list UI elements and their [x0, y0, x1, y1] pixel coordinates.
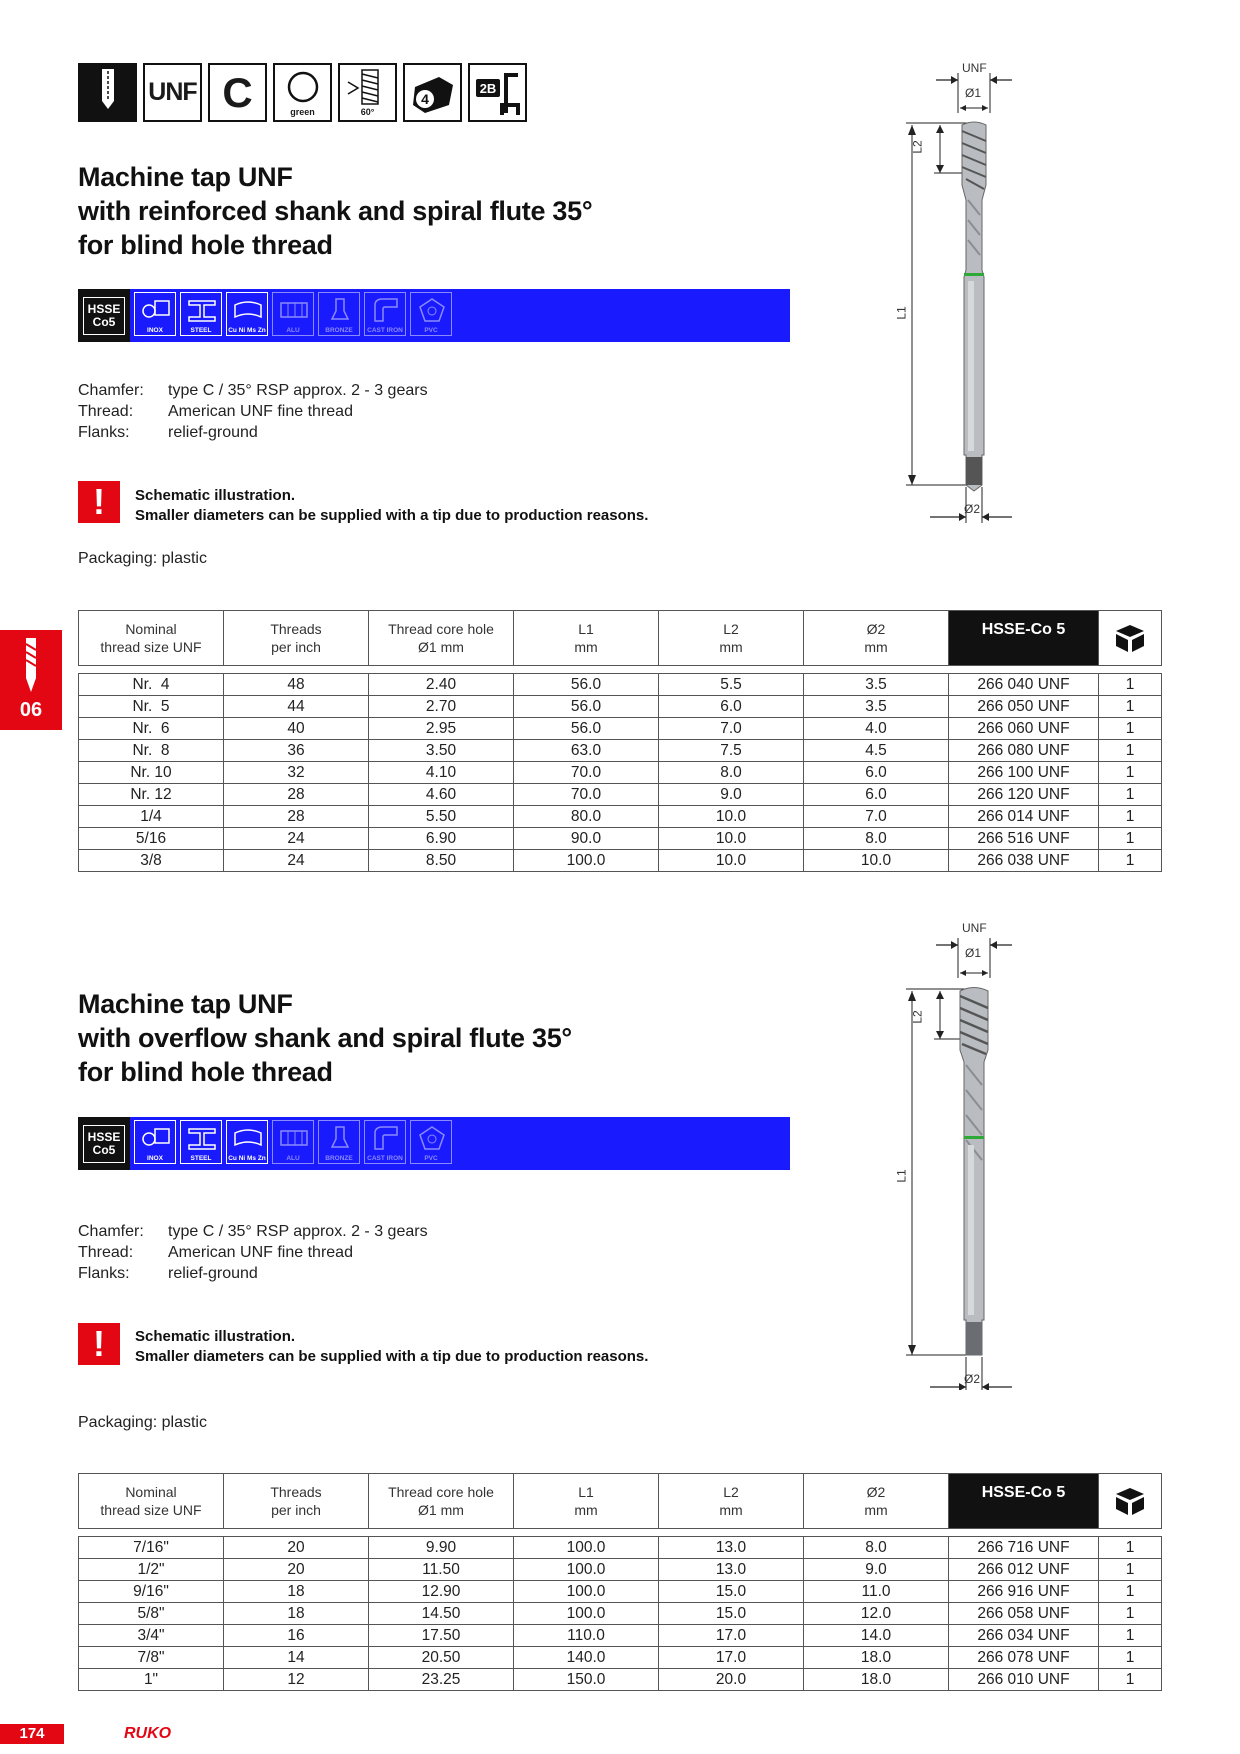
package-box-icon [1099, 1474, 1161, 1528]
table-cell: 1/4 [79, 806, 224, 827]
table-cell: 4.0 [804, 718, 949, 739]
table-cell: 3/8 [79, 850, 224, 871]
table-cell: 18.0 [804, 1647, 949, 1668]
table-cell: 266 012 UNF [949, 1559, 1099, 1580]
drawing-unf-label: UNF [962, 921, 987, 935]
table-cell: 1 [1125, 1539, 1135, 1556]
table-cell: 44 [224, 696, 369, 717]
table-header: Nominal thread size UNF Threads per inch Thread core hole Ø1 mm L1 mm L2 mm Ø2 mm HSSE-Co 5 [78, 1473, 1162, 1529]
table-cell: 3/4" [79, 1625, 224, 1646]
table-cell: 5/8" [79, 1603, 224, 1624]
table-cell: 5.50 [369, 806, 514, 827]
material-copper-icon: Cu Ni Ms Zn [226, 292, 268, 336]
table-cell: 5.5 [659, 674, 804, 695]
svg-text:2B: 2B [479, 80, 496, 96]
table-cell: 266 050 UNF [949, 696, 1099, 717]
material-steel-icon: STEEL [180, 292, 222, 336]
table-cell: 18 [224, 1581, 369, 1602]
table-cell: 7.0 [659, 718, 804, 739]
table-cell: 36 [224, 740, 369, 761]
table-cell: 100.0 [514, 850, 659, 871]
table-cell: 266 058 UNF [949, 1603, 1099, 1624]
table-row [79, 1580, 1161, 1602]
table-cell: 80.0 [514, 806, 659, 827]
table-cell: 7.0 [804, 806, 949, 827]
warning-icon: ! [78, 481, 120, 523]
table-cell: 9.0 [659, 784, 804, 805]
table-cell: 10.0 [659, 806, 804, 827]
table-cell: 266 034 UNF [949, 1625, 1099, 1646]
table-row [79, 1668, 1161, 1690]
table-cell: 1 [1125, 1583, 1135, 1600]
table-cell: 7/16" [79, 1537, 224, 1558]
table-cell: 15.0 [659, 1603, 804, 1624]
brand-column-header: HSSE-Co 5 [949, 1474, 1099, 1528]
table-cell: 266 916 UNF [949, 1581, 1099, 1602]
warning-text-2: Schematic illustration. Smaller diameters can be supplied with a tip due to production reasons. [135, 1328, 649, 1365]
table-cell: 12 [224, 1669, 369, 1690]
material-cast-iron-icon: CAST IRON [364, 292, 406, 336]
table-cell: Nr. 8 [79, 740, 224, 761]
table-cell: 4.5 [804, 740, 949, 761]
table-cell: 48 [224, 674, 369, 695]
green-ring-icon: green [273, 63, 332, 122]
table-cell: 10.0 [659, 850, 804, 871]
table-cell: 266 716 UNF [949, 1537, 1099, 1558]
material-bar-2 [78, 1117, 790, 1170]
tap-drawing-1 [900, 55, 1040, 535]
table-cell: 56.0 [514, 696, 659, 717]
table-cell: 70.0 [514, 762, 659, 783]
table-cell: 266 120 UNF [949, 784, 1099, 805]
drawing-l2-label: L2 [910, 1010, 925, 1024]
material-inox-icon: INOX [134, 292, 176, 336]
product-table-1 [78, 610, 1162, 872]
product-table-2 [78, 1473, 1162, 1691]
table-cell: 4.10 [369, 762, 514, 783]
table-cell: 28 [224, 784, 369, 805]
brand-column-header: HSSE-Co 5 [949, 611, 1099, 665]
table-cell: 7.5 [659, 740, 804, 761]
table-cell: Nr. 5 [79, 696, 224, 717]
blind-hole-icon [78, 63, 137, 122]
table-cell: 90.0 [514, 828, 659, 849]
table-cell: 266 100 UNF [949, 762, 1099, 783]
table-cell: 16 [224, 1625, 369, 1646]
material-inox-icon: INOX [134, 1120, 176, 1164]
table-cell: 17.0 [659, 1625, 804, 1646]
table-cell: 100.0 [514, 1559, 659, 1580]
table-cell: Nr. 12 [79, 784, 224, 805]
table-cell: 8.0 [804, 828, 949, 849]
table-cell: 1 [1125, 1605, 1135, 1622]
tolerance-class-icon [468, 63, 527, 122]
table-cell: 9.90 [369, 1537, 514, 1558]
table-body [78, 1536, 1162, 1691]
table-cell: 13.0 [659, 1537, 804, 1558]
table-cell: 63.0 [514, 740, 659, 761]
brand-logo: RUKO [124, 1725, 172, 1742]
material-bronze-icon: BRONZE [318, 1120, 360, 1164]
flute-count-icon [403, 63, 462, 122]
table-cell: 20.0 [659, 1669, 804, 1690]
table-row [79, 849, 1161, 871]
hsse-badge: HSSE Co5 [78, 1117, 130, 1170]
unf-icon: UNF [143, 63, 202, 122]
table-cell: 100.0 [514, 1537, 659, 1558]
table-cell: 1 [1125, 808, 1135, 825]
table-cell: 12.90 [369, 1581, 514, 1602]
specs-1: Chamfer: type C / 35° RSP approx. 2 - 3 gears Thread: American UNF fine thread Flanks: relief-ground [78, 382, 428, 441]
drawing-d1-label: Ø1 [965, 86, 982, 100]
table-cell: 24 [224, 828, 369, 849]
table-cell: 6.0 [804, 762, 949, 783]
thread-angle-icon: 60° [338, 63, 397, 122]
table-cell: Nr. 10 [79, 762, 224, 783]
table-header: Nominal thread size UNF Threads per inch Thread core hole Ø1 mm L1 mm L2 mm Ø2 mm HSSE-Co 5 [78, 610, 1162, 666]
table-cell: 14.50 [369, 1603, 514, 1624]
table-cell: 1 [1125, 698, 1135, 715]
material-alu-icon: ALU [272, 292, 314, 336]
table-cell: 12.0 [804, 1603, 949, 1624]
table-cell: 7/8" [79, 1647, 224, 1668]
table-cell: 3.50 [369, 740, 514, 761]
material-cast-iron-icon: CAST IRON [364, 1120, 406, 1164]
table-body [78, 673, 1162, 872]
table-cell: 20 [224, 1537, 369, 1558]
table-cell: 2.95 [369, 718, 514, 739]
table-cell: 9/16" [79, 1581, 224, 1602]
drawing-l2-label: L2 [910, 140, 925, 154]
table-cell: 100.0 [514, 1581, 659, 1602]
table-cell: 11.50 [369, 1559, 514, 1580]
product-title-1: Machine tap UNF with reinforced shank and spiral flute 35° for blind hole thread [78, 162, 593, 260]
table-row [79, 717, 1161, 739]
table-cell: 8.50 [369, 850, 514, 871]
table-row [79, 695, 1161, 717]
table-row [79, 805, 1161, 827]
table-row [79, 1558, 1161, 1580]
table-cell: 3.5 [804, 696, 949, 717]
table-cell: 6.90 [369, 828, 514, 849]
table-cell: Nr. 6 [79, 718, 224, 739]
table-cell: 1/2" [79, 1559, 224, 1580]
packaging-2: Packaging: plastic [78, 1414, 207, 1431]
packaging-1: Packaging: plastic [78, 550, 207, 567]
table-cell: 10.0 [804, 850, 949, 871]
table-cell: 266 010 UNF [949, 1669, 1099, 1690]
drawing-d2-label: Ø2 [964, 1372, 981, 1386]
table-cell: Nr. 4 [79, 674, 224, 695]
table-cell: 1 [1125, 764, 1135, 781]
material-bar-1 [78, 289, 790, 342]
table-cell: 15.0 [659, 1581, 804, 1602]
table-cell: 14.0 [804, 1625, 949, 1646]
table-cell: 11.0 [804, 1581, 949, 1602]
feature-icon-strip [78, 63, 527, 122]
table-row [79, 783, 1161, 805]
drawing-d1-label: Ø1 [965, 946, 982, 960]
table-cell: 266 060 UNF [949, 718, 1099, 739]
table-cell: 266 014 UNF [949, 806, 1099, 827]
table-cell: 56.0 [514, 718, 659, 739]
table-cell: 110.0 [514, 1625, 659, 1646]
material-steel-icon: STEEL [180, 1120, 222, 1164]
table-cell: 3.5 [804, 674, 949, 695]
drawing-unf-label: UNF [962, 61, 987, 75]
table-cell: 266 516 UNF [949, 828, 1099, 849]
table-cell: 1 [1125, 786, 1135, 803]
table-cell: 1 [1125, 1627, 1135, 1644]
product-title-2: Machine tap UNF with overflow shank and spiral flute 35° for blind hole thread [78, 989, 572, 1087]
table-cell: 100.0 [514, 1603, 659, 1624]
table-cell: 6.0 [804, 784, 949, 805]
table-row [79, 761, 1161, 783]
material-copper-icon: Cu Ni Ms Zn [226, 1120, 268, 1164]
table-cell: 20 [224, 1559, 369, 1580]
table-cell: 266 080 UNF [949, 740, 1099, 761]
svg-text:4: 4 [420, 90, 429, 107]
warning-icon: ! [78, 1323, 120, 1365]
chamfer-c-icon: C [208, 63, 267, 122]
table-cell: 10.0 [659, 828, 804, 849]
table-cell: 1 [1125, 852, 1135, 869]
table-cell: 32 [224, 762, 369, 783]
table-cell: 20.50 [369, 1647, 514, 1668]
drawing-l1-label: L1 [894, 306, 909, 320]
table-cell: 8.0 [659, 762, 804, 783]
table-cell: 23.25 [369, 1669, 514, 1690]
table-cell: 1 [1125, 830, 1135, 847]
table-cell: 24 [224, 850, 369, 871]
material-alu-icon: ALU [272, 1120, 314, 1164]
table-row [79, 1537, 1161, 1558]
table-cell: 70.0 [514, 784, 659, 805]
drawing-d2-label: Ø2 [964, 502, 981, 516]
specs-2: Chamfer: type C / 35° RSP approx. 2 - 3 gears Thread: American UNF fine thread Flanks: relief-ground [78, 1223, 428, 1282]
tap-drawing-2 [900, 900, 1040, 1390]
table-row [79, 1602, 1161, 1624]
package-box-icon [1099, 611, 1161, 665]
table-row [79, 827, 1161, 849]
table-cell: 8.0 [804, 1537, 949, 1558]
table-cell: 2.70 [369, 696, 514, 717]
table-cell: 28 [224, 806, 369, 827]
table-cell: 1 [1125, 742, 1135, 759]
chapter-tab: 06 [0, 630, 62, 730]
material-bronze-icon: BRONZE [318, 292, 360, 336]
table-cell: 14 [224, 1647, 369, 1668]
table-cell: 2.40 [369, 674, 514, 695]
table-cell: 5/16 [79, 828, 224, 849]
table-cell: 4.60 [369, 784, 514, 805]
table-cell: 18.0 [804, 1669, 949, 1690]
table-row [79, 739, 1161, 761]
table-cell: 40 [224, 718, 369, 739]
table-cell: 150.0 [514, 1669, 659, 1690]
table-cell: 266 078 UNF [949, 1647, 1099, 1668]
table-cell: 13.0 [659, 1559, 804, 1580]
table-cell: 140.0 [514, 1647, 659, 1668]
table-cell: 1 [1125, 1649, 1135, 1666]
table-cell: 1" [79, 1669, 224, 1690]
table-cell: 18 [224, 1603, 369, 1624]
page-number: 174 [0, 1724, 64, 1744]
table-cell: 6.0 [659, 696, 804, 717]
table-cell: 1 [1125, 720, 1135, 737]
table-cell: 266 038 UNF [949, 850, 1099, 871]
table-row [79, 1646, 1161, 1668]
material-pvc-icon: PVC [410, 1120, 452, 1164]
table-row [79, 674, 1161, 695]
material-pvc-icon: PVC [410, 292, 452, 336]
table-cell: 56.0 [514, 674, 659, 695]
table-cell: 17.0 [659, 1647, 804, 1668]
warning-text-1: Schematic illustration. Smaller diameters can be supplied with a tip due to production reasons. [135, 487, 649, 524]
table-cell: 9.0 [804, 1559, 949, 1580]
table-cell: 266 040 UNF [949, 674, 1099, 695]
drawing-l1-label: L1 [894, 1169, 909, 1183]
table-cell: 1 [1125, 1671, 1135, 1688]
table-cell: 1 [1125, 1561, 1135, 1578]
table-cell: 1 [1125, 676, 1135, 693]
hsse-badge: HSSE Co5 [78, 289, 130, 342]
table-cell: 17.50 [369, 1625, 514, 1646]
table-row [79, 1624, 1161, 1646]
